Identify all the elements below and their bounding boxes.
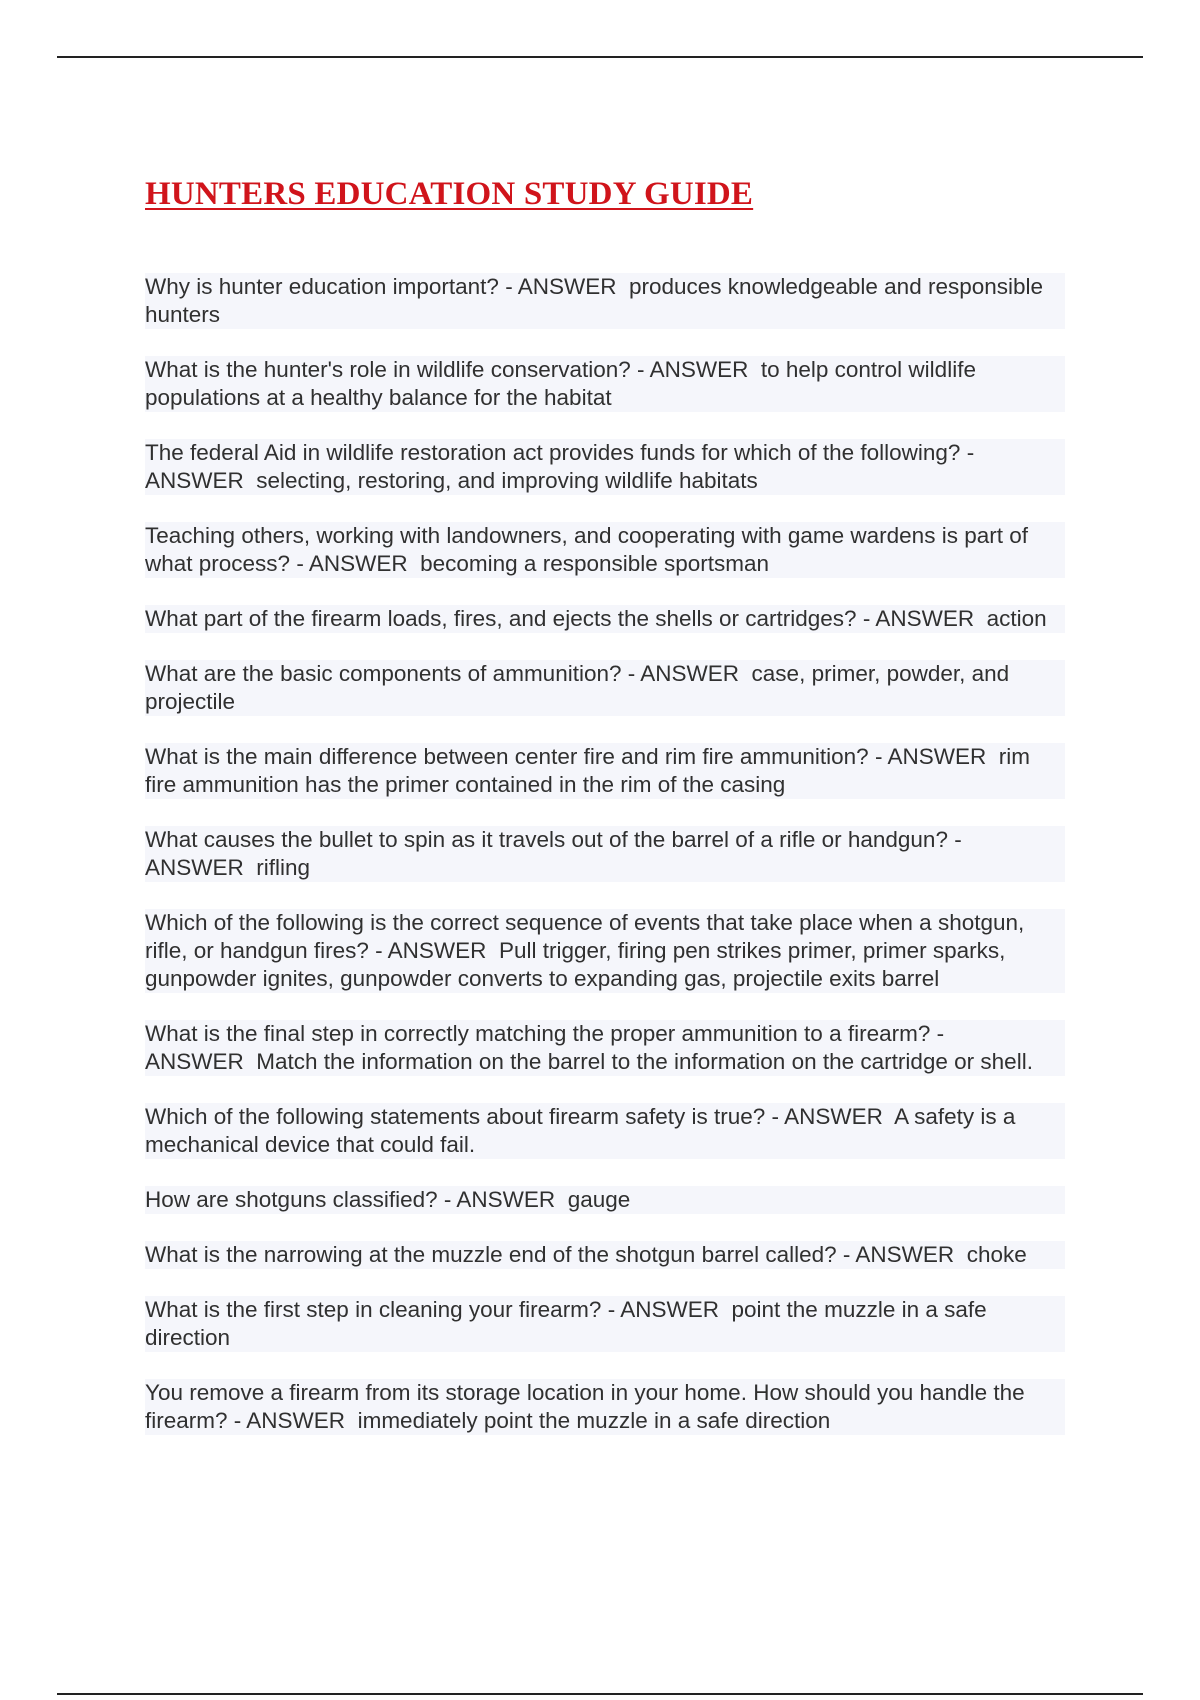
separator bbox=[765, 1104, 784, 1129]
separator bbox=[369, 938, 388, 963]
qa-item bbox=[145, 1296, 1065, 1352]
qa-item bbox=[145, 826, 1065, 882]
answer-text: to help control wildlife populations at a healthy balance for the habitat bbox=[145, 357, 976, 410]
qa-item bbox=[145, 522, 1065, 578]
qa-item bbox=[145, 660, 1065, 716]
question-text: What are the basic components of ammunition? bbox=[145, 661, 622, 686]
question-text: What is the main difference between center fire and rim fire ammunition? bbox=[145, 744, 869, 769]
separator bbox=[869, 744, 888, 769]
answer-label: ANSWER bbox=[640, 661, 740, 686]
question-text: Why is hunter education important? bbox=[145, 274, 499, 299]
answer-label: ANSWER bbox=[145, 855, 244, 880]
answer-text: becoming a responsible sportsman bbox=[420, 551, 770, 576]
answer-label: ANSWER bbox=[246, 1408, 346, 1433]
separator bbox=[228, 1408, 247, 1433]
separator bbox=[290, 551, 309, 576]
separator bbox=[948, 827, 962, 852]
separator bbox=[960, 440, 974, 465]
answer-label: ANSWER bbox=[784, 1104, 883, 1129]
separator bbox=[631, 357, 650, 382]
top-divider bbox=[57, 56, 1143, 58]
answer-label: ANSWER bbox=[517, 274, 617, 299]
answer-label: ANSWER bbox=[456, 1187, 556, 1212]
answer-label: ANSWER bbox=[308, 551, 408, 576]
answer-label: ANSWER bbox=[620, 1297, 719, 1322]
answer-label: ANSWER bbox=[875, 606, 975, 631]
answer-text: action bbox=[986, 606, 1047, 631]
question-text: The federal Aid in wildlife restoration act provides funds for which of the following? bbox=[145, 440, 961, 465]
qa-item bbox=[145, 1379, 1065, 1435]
question-text: You remove a firearm from its storage location in your home. How should you handle the firearm? bbox=[145, 1380, 1025, 1433]
qa-item bbox=[145, 356, 1065, 412]
question-text: What part of the firearm loads, fires, and ejects the shells or cartridges? bbox=[145, 606, 857, 631]
qa-item bbox=[145, 1241, 1065, 1269]
qa-list bbox=[145, 273, 1065, 1462]
answer-text: selecting, restoring, and improving wildlife habitats bbox=[256, 468, 758, 493]
question-text: Which of the following statements about firearm safety is true? bbox=[145, 1104, 766, 1129]
separator bbox=[499, 274, 518, 299]
question-text: What is the hunter's role in wildlife conservation? bbox=[145, 357, 631, 382]
answer-label: ANSWER bbox=[887, 744, 987, 769]
question-text: What causes the bullet to spin as it travels out of the barrel of a rifle or handgun? bbox=[145, 827, 948, 852]
separator bbox=[438, 1187, 457, 1212]
question-text: What is the narrowing at the muzzle end of the shotgun barrel called? bbox=[145, 1242, 837, 1267]
question-text: What is the final step in correctly matching the proper ammunition to a firearm? bbox=[145, 1021, 931, 1046]
separator bbox=[601, 1297, 620, 1322]
separator bbox=[837, 1242, 856, 1267]
question-text: Teaching others, working with landowners, and cooperating with game wardens is part of what process? bbox=[145, 523, 1028, 576]
qa-item bbox=[145, 273, 1065, 329]
answer-text: choke bbox=[966, 1242, 1027, 1267]
separator bbox=[857, 606, 876, 631]
answer-label: ANSWER bbox=[145, 468, 244, 493]
qa-item bbox=[145, 909, 1065, 993]
answer-text: point the muzzle in a safe direction bbox=[145, 1297, 987, 1350]
answer-text: produces knowledgeable and responsible hunters bbox=[145, 274, 1044, 327]
answer-text: gauge bbox=[567, 1187, 631, 1212]
answer-text: rim fire ammunition has the primer contained in the rim of the casing bbox=[145, 744, 1030, 797]
qa-item bbox=[145, 743, 1065, 799]
qa-item bbox=[145, 439, 1065, 495]
answer-label: ANSWER bbox=[855, 1242, 955, 1267]
separator bbox=[622, 661, 641, 686]
answer-label: ANSWER bbox=[649, 357, 749, 382]
answer-label: ANSWER bbox=[387, 938, 487, 963]
separator bbox=[930, 1021, 944, 1046]
question-text: Which of the following is the correct sequence of events that take place when a shotgun, rifle, or handgun fires? bbox=[145, 910, 1025, 963]
answer-label: ANSWER bbox=[145, 1049, 244, 1074]
qa-item bbox=[145, 1020, 1065, 1076]
answer-text: Match the information on the barrel to the information on the cartridge or shell. bbox=[256, 1049, 1033, 1074]
answer-text: rifling bbox=[256, 855, 311, 880]
bottom-divider bbox=[57, 1693, 1143, 1695]
question-text: What is the first step in cleaning your firearm? bbox=[145, 1297, 602, 1322]
answer-text: Pull trigger, firing pen strikes primer, primer sparks, gunpowder ignites, gunpowder converts to expanding gas, projectile exits barrel bbox=[145, 938, 1006, 991]
document-title: HUNTERS EDUCATION STUDY GUIDE bbox=[145, 176, 754, 212]
qa-item bbox=[145, 1186, 1065, 1214]
qa-item bbox=[145, 605, 1065, 633]
answer-text: case, primer, powder, and projectile bbox=[145, 661, 1010, 714]
answer-text: immediately point the muzzle in a safe direction bbox=[357, 1408, 831, 1433]
answer-text: A safety is a mechanical device that could fail. bbox=[145, 1104, 1016, 1157]
question-text: How are shotguns classified? bbox=[145, 1187, 438, 1212]
qa-item bbox=[145, 1103, 1065, 1159]
